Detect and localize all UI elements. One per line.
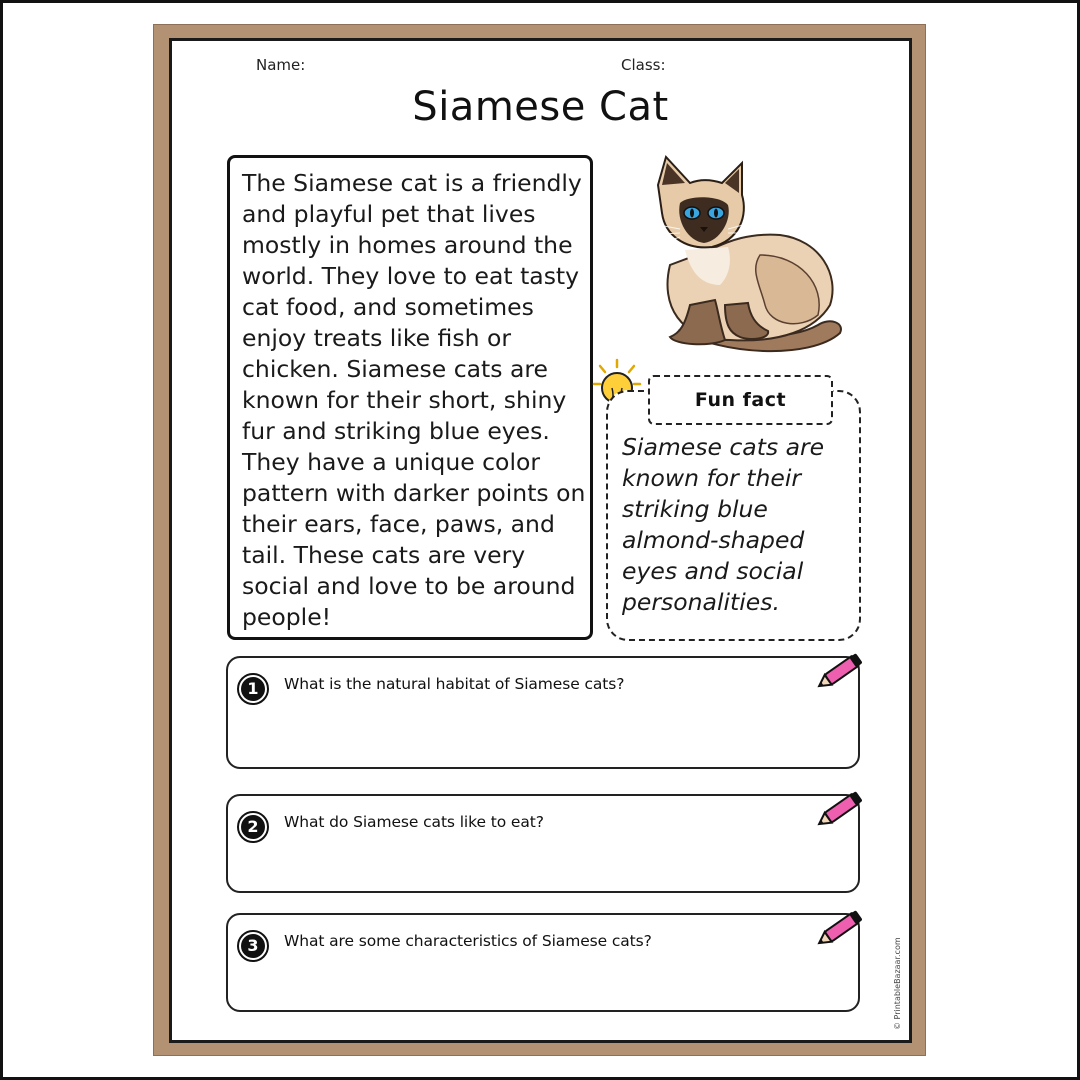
question-number: 3 (241, 934, 265, 958)
question-box-1[interactable] (226, 656, 860, 769)
pencil-icon (812, 648, 870, 696)
question-text: What is the natural habitat of Siamese cats? (284, 675, 625, 693)
pencil-icon (812, 905, 870, 953)
class-label: Class: (621, 56, 666, 74)
question-number-badge (237, 930, 269, 962)
name-label: Name: (256, 56, 306, 74)
question-text: What do Siamese cats like to eat? (284, 813, 544, 831)
question-number-badge (237, 673, 269, 705)
fun-fact-label: Fun fact (648, 375, 833, 425)
question-number-badge (237, 811, 269, 843)
siamese-cat-illustration (640, 155, 850, 355)
story-text: The Siamese cat is a friendly and playful pet that lives mostly in homes around the world. They love to eat tasty cat food, and sometimes enjoy treats like fish or chicken. Siamese cats are known for their short, shiny fur and striking blue eyes. They have a unique color pattern with darker points on their ears, face, paws, and tail. These cats are very social and love to be around people! (242, 169, 586, 631)
question-number: 1 (241, 677, 265, 701)
question-box-3[interactable] (226, 913, 860, 1012)
fun-fact-text: Siamese cats are known for their striking blue almond-shaped eyes and social personalities. (622, 433, 825, 616)
question-number: 2 (241, 815, 265, 839)
question-text: What are some characteristics of Siamese cats? (284, 932, 652, 950)
page-title: Siamese Cat (412, 84, 669, 130)
copyright-notice: © PrintableBazaar.com (893, 937, 902, 1030)
question-box-2[interactable] (226, 794, 860, 893)
story-box (227, 155, 593, 640)
pencil-icon (812, 786, 870, 834)
